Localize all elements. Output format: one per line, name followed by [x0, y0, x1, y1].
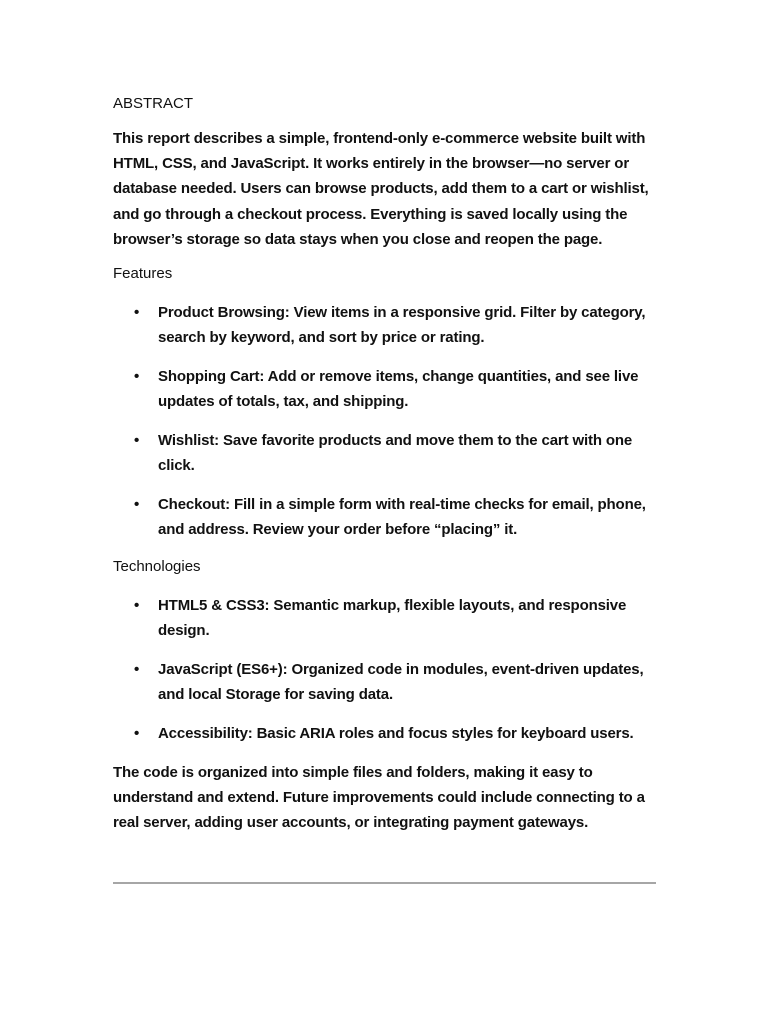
- technology-text: Accessibility: Basic ARIA roles and focus styles for keyboard users.: [158, 725, 634, 743]
- feature-text: Wishlist: Save favorite products and move them to the cart with one click.: [158, 432, 633, 475]
- conclusion-paragraph: The code is organized into simple files and folders, making it easy to understand and extend. Future improvements could include connecting to a real server, adding user accounts, or integrating payment gateways.: [113, 764, 645, 832]
- list-item: [113, 492, 658, 542]
- list-item: [113, 721, 658, 746]
- list-item: [113, 428, 658, 478]
- list-item: [113, 657, 658, 707]
- bullet-icon: •: [134, 304, 140, 322]
- feature-text: Product Browsing: View items in a responsive grid. Filter by category, search by keyword, and sort by price or rating.: [158, 304, 646, 347]
- bullet-icon: •: [134, 661, 140, 679]
- abstract-heading: ABSTRACT: [113, 95, 194, 112]
- features-title: Features: [113, 265, 173, 283]
- document-page: [113, 93, 658, 847]
- list-item: [113, 300, 658, 350]
- horizontal-divider: [113, 882, 656, 884]
- bullet-icon: •: [134, 597, 140, 615]
- features-list: [113, 300, 658, 542]
- bullet-icon: •: [134, 432, 140, 450]
- bullet-icon: •: [134, 725, 140, 743]
- intro-paragraph: This report describes a simple, frontend-only e-commerce website built with HTML, CSS, and JavaScript. It works entirely in the browser—no server or database needed. Users can browse products, add them to a cart or wishlist, and go through a checkout process. Everything is saved locally using the browser’s storage so data stays when you close and reopen the page.: [113, 130, 649, 248]
- feature-text: Checkout: Fill in a simple form with real-time checks for email, phone, and address. Review your order before “placing” it.: [158, 496, 646, 539]
- technologies-list: [113, 593, 658, 746]
- list-item: [113, 364, 658, 414]
- feature-text: Shopping Cart: Add or remove items, change quantities, and see live updates of totals, tax, and shipping.: [158, 368, 639, 411]
- bullet-icon: •: [134, 368, 140, 386]
- technologies-title: Technologies: [113, 558, 201, 576]
- technology-text: HTML5 & CSS3: Semantic markup, flexible layouts, and responsive design.: [158, 597, 627, 640]
- list-item: [113, 593, 658, 643]
- bullet-icon: •: [134, 496, 140, 514]
- technology-text: JavaScript (ES6+): Organized code in modules, event-driven updates, and local Storage for saving data.: [158, 661, 644, 704]
